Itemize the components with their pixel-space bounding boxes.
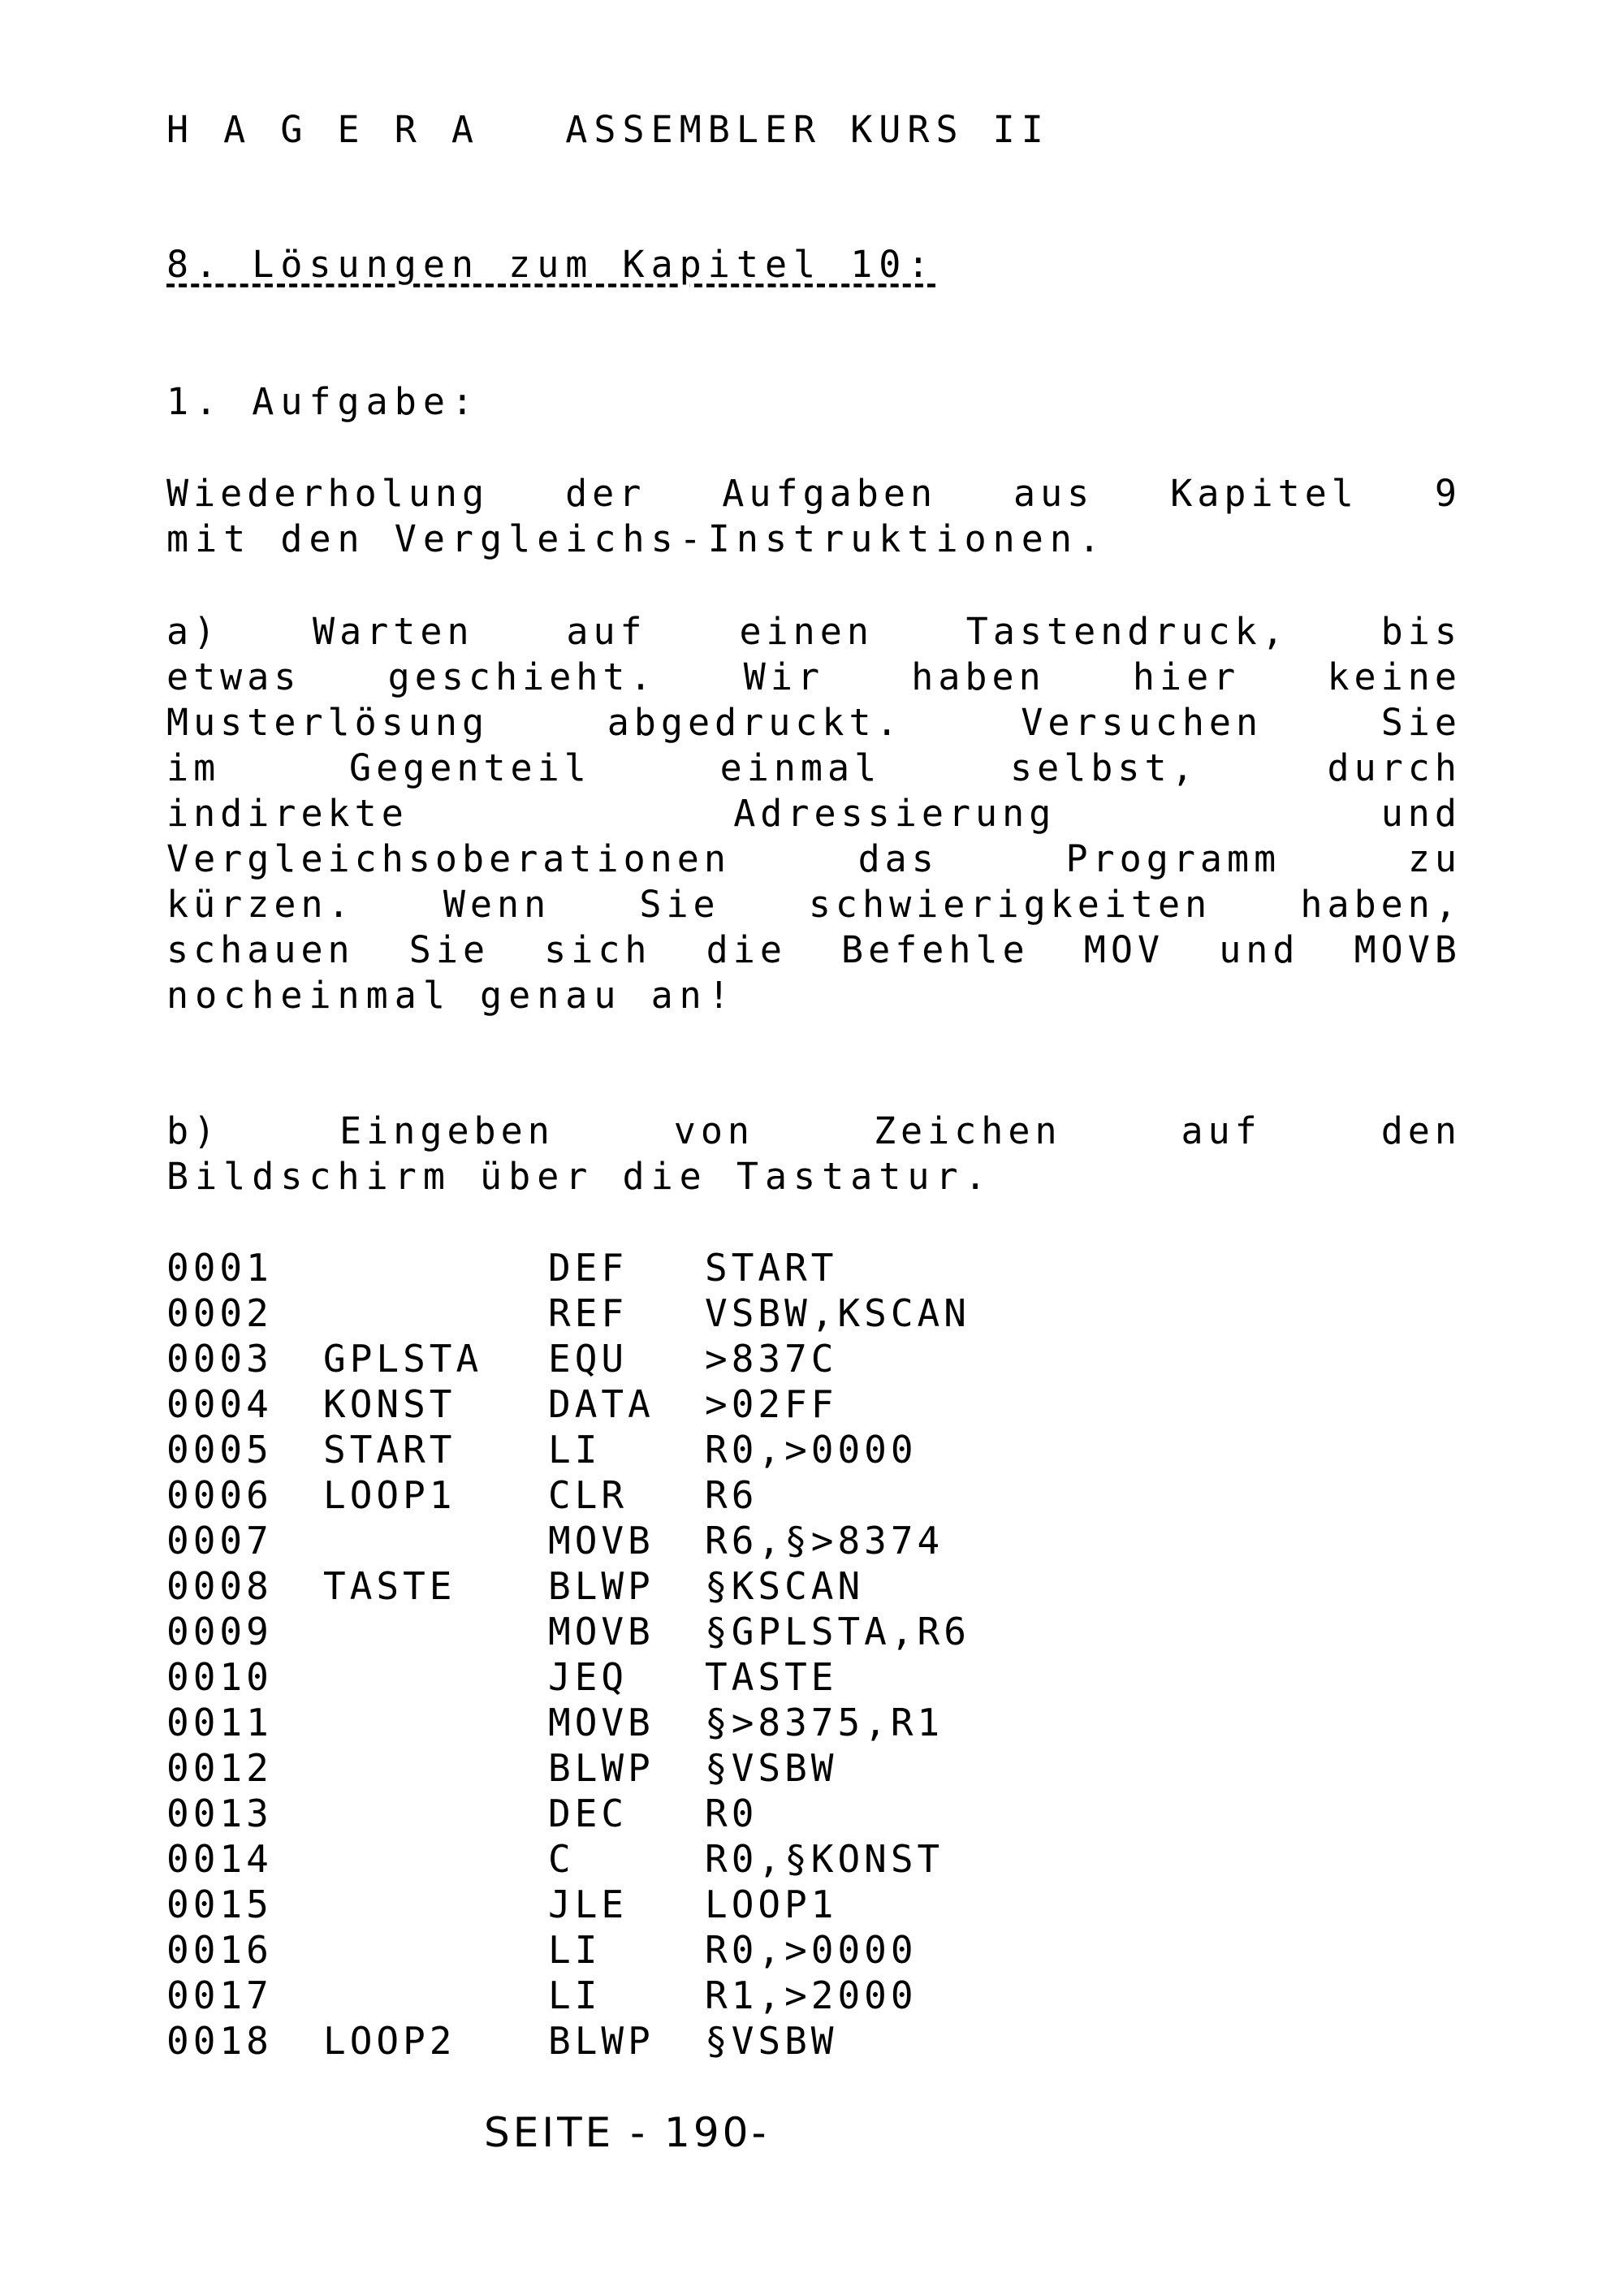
- line-number: 0009: [166, 1610, 273, 1653]
- word: MOV: [1083, 928, 1165, 971]
- word: Eingeben: [339, 1109, 555, 1152]
- word: abgedruckt.: [607, 701, 903, 744]
- label: START: [323, 1428, 456, 1472]
- opcode: MOVB: [548, 1610, 654, 1653]
- line-number: 0002: [166, 1291, 273, 1335]
- opcode: REF: [548, 1291, 628, 1335]
- word: b): [166, 1109, 221, 1152]
- task-heading: 1. Aufgabe:: [166, 380, 481, 423]
- operand: R0,>0000: [705, 1928, 918, 1972]
- word: und: [1380, 792, 1462, 835]
- opcode: JEQ: [548, 1655, 628, 1699]
- word: Aufgaben: [722, 472, 938, 515]
- label: TASTE: [323, 1564, 456, 1608]
- word: einmal: [719, 746, 882, 789]
- line-number: 0013: [166, 1792, 273, 1835]
- line-number: 0011: [166, 1701, 273, 1744]
- opcode: CLR: [548, 1473, 628, 1517]
- word: Warten: [313, 610, 474, 653]
- label: GPLSTA: [323, 1337, 483, 1381]
- operand: LOOP1: [705, 1883, 838, 1926]
- opcode: DEC: [548, 1792, 628, 1835]
- part-b-line-1: [166, 1109, 1462, 1154]
- line-number: 0015: [166, 1883, 273, 1926]
- word: Tastendruck,: [965, 610, 1289, 653]
- word: einen: [739, 610, 874, 653]
- word: geschieht.: [387, 655, 657, 698]
- line-number: 0008: [166, 1564, 273, 1608]
- opcode: C: [548, 1837, 575, 1881]
- intro-line-1: [166, 471, 1462, 517]
- page-header: H A G E R A ASSEMBLER KURS II: [166, 108, 1050, 151]
- word: den: [1380, 1109, 1462, 1152]
- word: Wenn: [443, 883, 551, 926]
- part-a-line-6: [166, 836, 1462, 882]
- opcode: MOVB: [548, 1701, 654, 1744]
- line-number: 0005: [166, 1428, 273, 1472]
- part-a-line-5: [166, 791, 1462, 836]
- word: a): [166, 610, 221, 653]
- operand: §VSBW: [705, 2019, 838, 2063]
- word: haben,: [1300, 883, 1462, 926]
- word: Gegenteil: [349, 746, 591, 789]
- opcode: DEF: [548, 1246, 628, 1290]
- label: LOOP1: [323, 1473, 456, 1517]
- operand: R1,>2000: [705, 1973, 918, 2017]
- operand: TASTE: [705, 1655, 838, 1699]
- operand: R6,§>8374: [705, 1519, 944, 1563]
- word: MOVB: [1354, 928, 1462, 971]
- word: Adressierung: [733, 792, 1056, 835]
- line-number: 0012: [166, 1746, 273, 1790]
- line-number: 0006: [166, 1473, 273, 1517]
- word: kürzen.: [166, 883, 355, 926]
- word: Befehle: [841, 928, 1030, 971]
- line-number: 0003: [166, 1337, 273, 1381]
- word: von: [673, 1109, 755, 1152]
- part-a-line-2: [166, 655, 1462, 700]
- line-number: 0001: [166, 1246, 273, 1290]
- opcode: LI: [548, 1428, 602, 1472]
- word: haben: [911, 655, 1046, 698]
- word: hier: [1132, 655, 1241, 698]
- opcode: BLWP: [548, 1564, 654, 1608]
- word: Sie: [408, 928, 490, 971]
- word: Wiederholung: [166, 472, 490, 515]
- word: schauen: [166, 928, 355, 971]
- word: die: [706, 928, 787, 971]
- word: das: [857, 837, 939, 880]
- opcode: DATA: [548, 1382, 654, 1426]
- part-a-line-8: [166, 927, 1462, 973]
- word: Vergleichsoberationen: [166, 837, 731, 880]
- word: 9: [1434, 472, 1462, 515]
- label: LOOP2: [323, 2019, 456, 2063]
- line-number: 0010: [166, 1655, 273, 1699]
- word: auf: [1181, 1109, 1262, 1152]
- operand: >02FF: [705, 1382, 838, 1426]
- line-number: 0016: [166, 1928, 273, 1972]
- part-a-line-7: [166, 882, 1462, 927]
- word: keine: [1327, 655, 1462, 698]
- word: schwierigkeiten: [808, 883, 1212, 926]
- line-number: 0014: [166, 1837, 273, 1881]
- opcode: EQU: [548, 1337, 628, 1381]
- operand: §>8375,R1: [705, 1701, 944, 1744]
- word: Programm: [1065, 837, 1281, 880]
- opcode: JLE: [548, 1883, 628, 1926]
- word: auf: [566, 610, 647, 653]
- line-number: 0017: [166, 1973, 273, 2017]
- operand: R0,>0000: [705, 1428, 918, 1472]
- word: selbst,: [1010, 746, 1199, 789]
- operand: §GPLSTA,R6: [705, 1610, 970, 1653]
- operand: R0,§KONST: [705, 1837, 944, 1881]
- section-title: 8. Lösungen zum Kapitel 10:: [166, 243, 936, 286]
- intro-line-2: mit den Vergleichs-Instruktionen.: [166, 517, 1108, 560]
- word: und: [1219, 928, 1300, 971]
- operand: §KSCAN: [705, 1564, 865, 1608]
- word: der: [565, 472, 646, 515]
- operand: >837C: [705, 1337, 838, 1381]
- operand: VSBW,KSCAN: [705, 1291, 970, 1335]
- word: Kapitel: [1170, 472, 1358, 515]
- part-b-line-2: Bildschirm über die Tastatur.: [166, 1155, 993, 1198]
- word: Versuchen: [1021, 701, 1263, 744]
- opcode: LI: [548, 1928, 602, 1972]
- part-a-line-9: nocheinmal genau an!: [166, 974, 736, 1017]
- word: bis: [1380, 610, 1462, 653]
- word: Wir: [743, 655, 825, 698]
- opcode: LI: [548, 1973, 602, 2017]
- opcode: BLWP: [548, 1746, 654, 1790]
- operand: R6: [705, 1473, 758, 1517]
- word: Musterlösung: [166, 701, 490, 744]
- line-number: 0007: [166, 1519, 273, 1563]
- line-number: 0004: [166, 1382, 273, 1426]
- opcode: MOVB: [548, 1519, 654, 1563]
- label: KONST: [323, 1382, 456, 1426]
- part-a-line-3: [166, 700, 1462, 746]
- word: Sie: [639, 883, 720, 926]
- part-a-line-1: [166, 609, 1462, 655]
- word: zu: [1407, 837, 1462, 880]
- operand: START: [705, 1246, 838, 1290]
- line-number: 0018: [166, 2019, 273, 2063]
- word: aus: [1013, 472, 1095, 515]
- word: sich: [544, 928, 652, 971]
- word: Zeichen: [873, 1109, 1062, 1152]
- word: etwas: [166, 655, 301, 698]
- part-a-line-4: [166, 746, 1462, 791]
- opcode: BLWP: [548, 2019, 654, 2063]
- operand: §VSBW: [705, 1746, 838, 1790]
- word: durch: [1327, 746, 1462, 789]
- word: indirekte: [166, 792, 408, 835]
- word: Sie: [1380, 701, 1462, 744]
- page-number: SEITE - 190-: [484, 2109, 770, 2156]
- word: im: [166, 746, 221, 789]
- operand: R0: [705, 1792, 758, 1835]
